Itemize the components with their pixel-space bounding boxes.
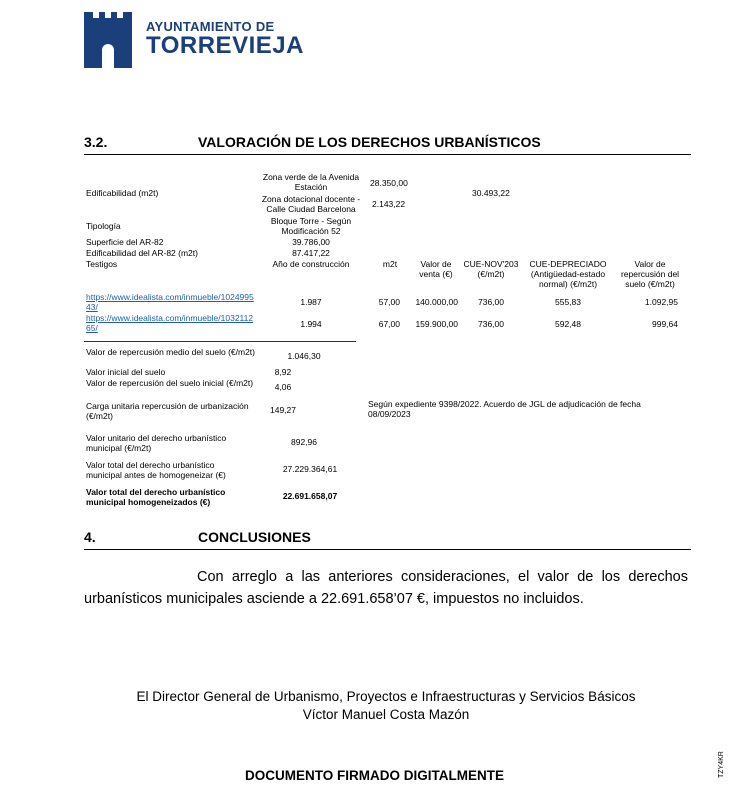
section-divider <box>84 154 691 155</box>
unitario-label: Valor unitario del derecho urbanístico municipal (€/m2t) <box>86 433 227 453</box>
row2-venta: 159.900,00 <box>415 319 458 329</box>
edificabilidad-ar82-value: 87.417,22 <box>292 248 330 258</box>
signer-role: El Director General de Urbanismo, Proyectos e Infraestructuras y Servicios Básicos <box>136 689 636 704</box>
zona-dotacional: Zona dotacional docente - Calle Ciudad Barcelona <box>261 194 361 214</box>
total-value: 27.229.364,61 <box>282 464 338 474</box>
inicial-value: 8,92 <box>274 367 292 377</box>
row2-m2t: 67,00 <box>378 319 400 329</box>
signer-name: Víctor Manuel Costa Mazón <box>302 707 470 722</box>
header-cue-nov: CUE-NOV'203 (€/m2t) <box>463 259 519 279</box>
header-valor-venta: Valor de venta (€) <box>419 259 453 279</box>
total-label: Valor total del derecho urbanístico municipal antes de homogeneizar (€) <box>86 460 226 480</box>
unitario-value: 892,96 <box>291 437 317 447</box>
row1-m2t: 57,00 <box>378 297 400 307</box>
logo-subtitle: AYUNTAMIENTO DE <box>146 19 275 34</box>
testigos-label: Testigos <box>86 259 118 269</box>
section-number: 3.2. <box>84 134 108 150</box>
total-homog-value: 22.691.658,07 <box>282 491 338 501</box>
testigo-link-2[interactable]: https://www.idealista.com/inmueble/1032112 <box>86 313 254 323</box>
medio-value: 1.046,30 <box>287 351 321 361</box>
medio-label: Valor de repercusión medio del suelo (€/m2t) <box>86 347 255 357</box>
header-valor-repercusion: Valor de repercusión del suelo (€/m2t) <box>620 259 680 289</box>
zona-verde: Zona verde de la Avenida Estación <box>262 172 360 192</box>
table-divider <box>84 341 356 342</box>
document-code: TZY4KR <box>718 751 725 778</box>
conclusion-paragraph: Con arreglo a las anteriores consideraciones, el valor de los derechos urbanísticos municipales asciende a 22.691.658’07 €, impuestos no incluidos. <box>84 569 688 607</box>
superficie-label: Superficie del AR-82 <box>86 237 164 247</box>
header-m2t: m2t <box>382 259 398 269</box>
carga-value: 149,27 <box>270 405 296 415</box>
rep-inicial-value: 4,06 <box>274 382 292 392</box>
torrevieja-tower-logo-icon <box>84 12 132 68</box>
row2-cue-nov: 736,00 <box>478 319 504 329</box>
total-homog-label: Valor total del derecho urbanístico municipal homogeneizados (€) <box>86 487 226 507</box>
row2-cue-dep: 592,48 <box>555 319 581 329</box>
edificabilidad-ar82-label: Edificabilidad del AR-82 (m2t) <box>86 248 198 258</box>
digital-signature-stamp: DOCUMENTO FIRMADO DIGITALMENTE <box>245 768 504 783</box>
superficie-value: 39.786,00 <box>292 237 330 247</box>
row1-venta: 140.000,00 <box>415 297 458 307</box>
edificabilidad-label: Edificabilidad (m2t) <box>86 188 159 198</box>
zona-dotacional-value: 2.143,22 <box>372 199 406 209</box>
row2-repercusion: 999,64 <box>652 319 678 329</box>
testigo-link-1[interactable]: https://www.idealista.com/inmueble/1024995 <box>86 292 254 302</box>
section-title: VALORACIÓN DE LOS DERECHOS URBANÍSTICOS <box>198 134 541 150</box>
zona-verde-value: 28.350,00 <box>370 178 408 188</box>
section4-title: CONCLUSIONES <box>198 529 311 545</box>
carga-label: Carga unitaria repercusión de urbanización (€/m2t) <box>86 401 249 421</box>
row1-repercusion: 1.092,95 <box>644 297 678 307</box>
testigo-link-2-cont[interactable]: 65/ <box>86 323 98 333</box>
section4-number: 4. <box>84 529 96 545</box>
header-anio: Año de construcción <box>272 259 350 269</box>
section4-divider <box>84 549 691 550</box>
inicial-label: Valor inicial del suelo <box>86 367 166 377</box>
row1-cue-dep: 555,83 <box>555 297 581 307</box>
tipologia-value: Bloque Torre - Según Modificación 52 <box>270 216 352 236</box>
header-cue-depreciado: CUE-DEPRECIADO (Antigüedad-estado normal) (€/m2t) <box>529 259 607 289</box>
edificabilidad-total: 30.493,22 <box>472 188 510 198</box>
row1-cue-nov: 736,00 <box>478 297 504 307</box>
logo-title: TORREVIEJA <box>146 32 304 59</box>
tipologia-label: Tipología <box>86 221 121 231</box>
carga-note: Según expediente 9398/2022. Acuerdo de JGL de adjudicación de fecha 08/09/2023 <box>368 399 641 419</box>
row1-anio: 1.987 <box>300 297 322 307</box>
testigo-link-1-cont[interactable]: 43/ <box>86 302 98 312</box>
row2-anio: 1.994 <box>300 319 322 329</box>
rep-inicial-label: Valor de repercusión del suelo inicial (€/m2t) <box>86 378 254 388</box>
